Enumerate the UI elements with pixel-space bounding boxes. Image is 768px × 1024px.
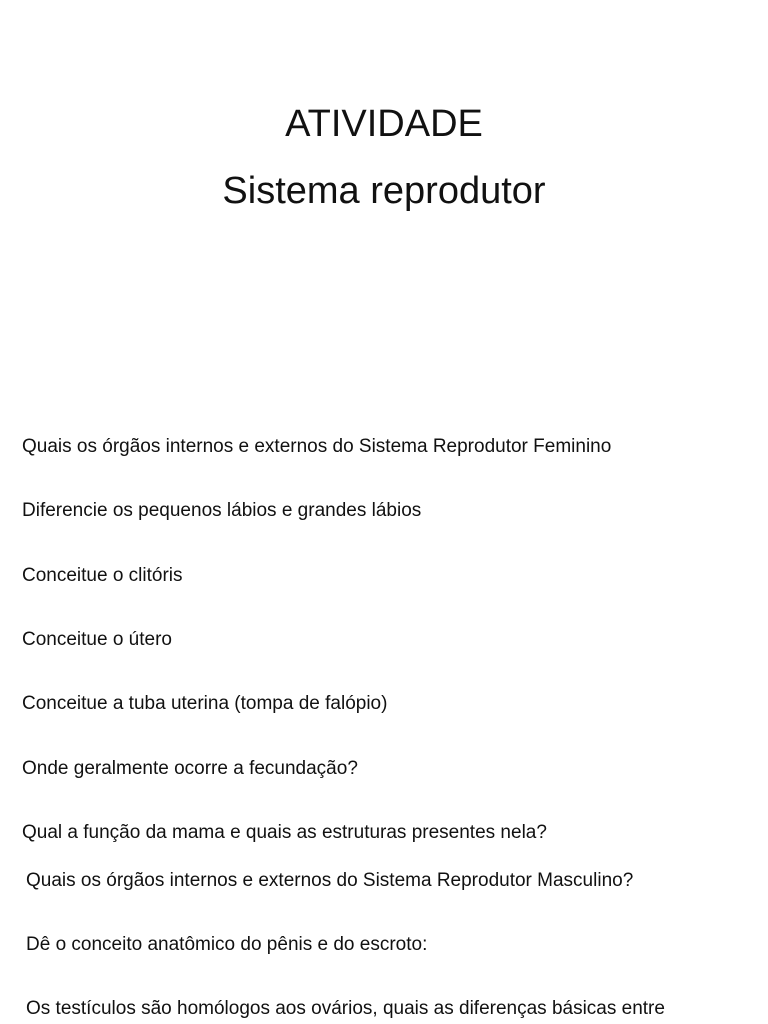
question-testicles: Os testículos são homólogos aos ovários, quais as diferenças básicas entre [26, 998, 665, 1019]
page-title: ATIVIDADE [285, 103, 483, 145]
question-breast: Qual a função da mama e quais as estruturas presentes nela? [22, 822, 547, 843]
question-fertilization: Onde geralmente ocorre a fecundação? [22, 758, 358, 779]
question-male-organs: Quais os órgãos internos e externos do Sistema Reprodutor Masculino? [26, 870, 634, 891]
question-female-organs: Quais os órgãos internos e externos do Sistema Reprodutor Feminino [22, 436, 612, 457]
question-penis-scrotum: Dê o conceito anatômico do pênis e do escroto: [26, 934, 428, 955]
question-uterus: Conceitue o útero [22, 629, 172, 650]
question-clitoris: Conceitue o clitóris [22, 565, 183, 586]
question-fallopian-tube: Conceitue a tuba uterina (tompa de falópio) [22, 693, 388, 714]
slide-activity-male [0, 858, 768, 1024]
question-labia: Diferencie os pequenos lábios e grandes lábios [22, 500, 422, 521]
page-subtitle: Sistema reprodutor [222, 170, 546, 212]
